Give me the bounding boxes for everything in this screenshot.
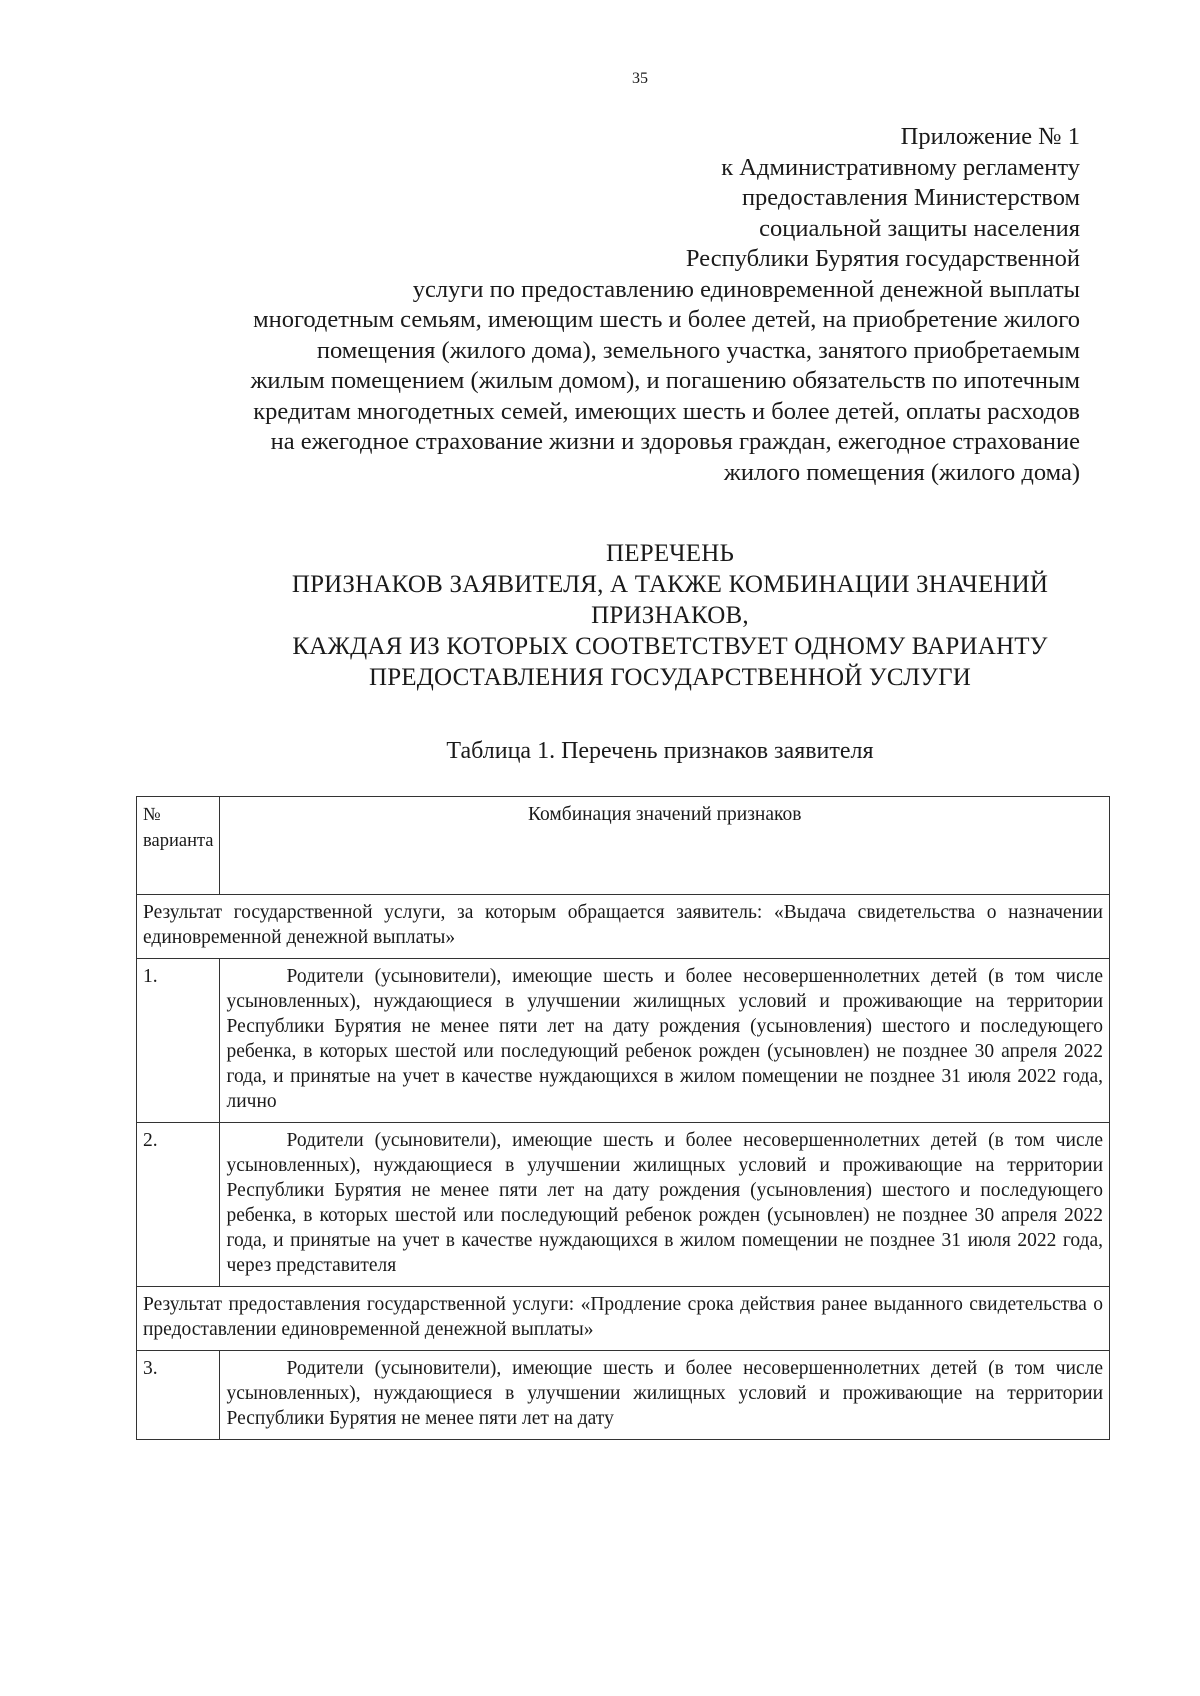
variant-text bbox=[220, 1123, 1110, 1287]
appendix-line: многодетным семьям, имеющим шесть и более детей, на приобретение жилого bbox=[253, 306, 1080, 333]
appendix-line: помещения (жилого дома), земельного участка, занятого приобретаемым bbox=[316, 336, 1080, 364]
applicant-signs-table bbox=[136, 796, 1110, 1440]
table-header-row bbox=[137, 797, 1110, 895]
section-result-issue: Результат государственной услуги, за которым обращается заявитель: «Выдача свидетельства о назначении единовременной денежной выплаты» bbox=[137, 895, 1110, 959]
table-caption: Таблица 1. Перечень признаков заявителя bbox=[446, 738, 874, 764]
document-title bbox=[200, 538, 1140, 693]
section-row bbox=[137, 895, 1110, 959]
appendix-line: предоставления Министерством bbox=[741, 184, 1080, 211]
header-variant-number: № варианта bbox=[137, 797, 220, 895]
appendix-line: Приложение № 1 bbox=[900, 123, 1080, 150]
appendix-line: жилым помещением (жилым домом), и погашению обязательств по ипотечным bbox=[250, 367, 1080, 394]
variant-text-paragraph: Родители (усыновители), имеющие шесть и более несовершеннолетних детей (в том числе усыновленных), нуждающиеся в улучшении жилищных условий и проживающие на территории Республики Бурятия не менее пяти лет на дату bbox=[226, 1358, 1103, 1429]
section-row bbox=[137, 1287, 1110, 1351]
header-combination: Комбинация значений признаков bbox=[220, 797, 1110, 895]
title-line: КАЖДАЯ ИЗ КОТОРЫХ СООТВЕТСТВУЕТ ОДНОМУ ВАРИАНТУ bbox=[292, 633, 1048, 660]
appendix-line: Республики Бурятия государственной bbox=[685, 245, 1080, 272]
variant-number: 3. bbox=[137, 1351, 220, 1440]
appendix-line: кредитам многодетных семей, имеющих шесть и более детей, оплаты расходов bbox=[253, 397, 1080, 425]
variant-text bbox=[220, 1351, 1110, 1440]
page-number: 35 bbox=[632, 70, 648, 87]
variant-number: 2. bbox=[137, 1123, 220, 1287]
title-line: ПРИЗНАКОВ ЗАЯВИТЕЛЯ, А ТАКЖЕ КОМБИНАЦИИ ЗНАЧЕНИЙ bbox=[291, 571, 1049, 598]
appendix-line: к Административному регламенту bbox=[721, 153, 1080, 181]
appendix-header bbox=[120, 122, 1080, 488]
appendix-line: социальной защиты населения bbox=[759, 214, 1080, 242]
variant-text-paragraph: Родители (усыновители), имеющие шесть и более несовершеннолетних детей (в том числе усыновленных), нуждающиеся в улучшении жилищных условий и проживающие на территории Республики Бурятия не менее пяти лет на дату рождения (усыновления) шестого и последующего ребенка, в которых шестой или последующий ребенок рожден (усыновлен) не позднее 30 апреля 2022 года, и принятые на учет в качестве нуждающихся в жилом помещении не позднее 31 июля 2022 года, лично bbox=[226, 966, 1103, 1112]
variant-number: 1. bbox=[137, 959, 220, 1123]
title-line: ПЕРЕЧЕНЬ bbox=[605, 540, 735, 567]
appendix-line: на ежегодное страхование жизни и здоровья граждан, ежегодное страхование bbox=[270, 428, 1080, 455]
title-line: ПРИЗНАКОВ, bbox=[591, 602, 749, 629]
variant-text bbox=[220, 959, 1110, 1123]
appendix-line: жилого помещения (жилого дома) bbox=[723, 458, 1080, 486]
table-row bbox=[137, 959, 1110, 1123]
appendix-line: услуги по предоставлению единовременной денежной выплаты bbox=[412, 275, 1080, 303]
table-row bbox=[137, 1351, 1110, 1440]
section-result-extension: Результат предоставления государственной услуги: «Продление срока действия ранее выданного свидетельства о предоставлении единовременной денежной выплаты» bbox=[137, 1287, 1110, 1351]
title-line: ПРЕДОСТАВЛЕНИЯ ГОСУДАРСТВЕННОЙ УСЛУГИ bbox=[368, 664, 972, 691]
table-row bbox=[137, 1123, 1110, 1287]
variant-text-paragraph: Родители (усыновители), имеющие шесть и более несовершеннолетних детей (в том числе усыновленных), нуждающиеся в улучшении жилищных условий и проживающие на территории Республики Бурятия не менее пяти лет на дату рождения (усыновления) шестого и последующего ребенка, в которых шестой или последующий ребенок рожден (усыновлен) не позднее 30 апреля 2022 года, и принятые на учет в качестве нуждающихся в жилом помещении не позднее 31 июля 2022 года, через представителя bbox=[226, 1130, 1103, 1276]
